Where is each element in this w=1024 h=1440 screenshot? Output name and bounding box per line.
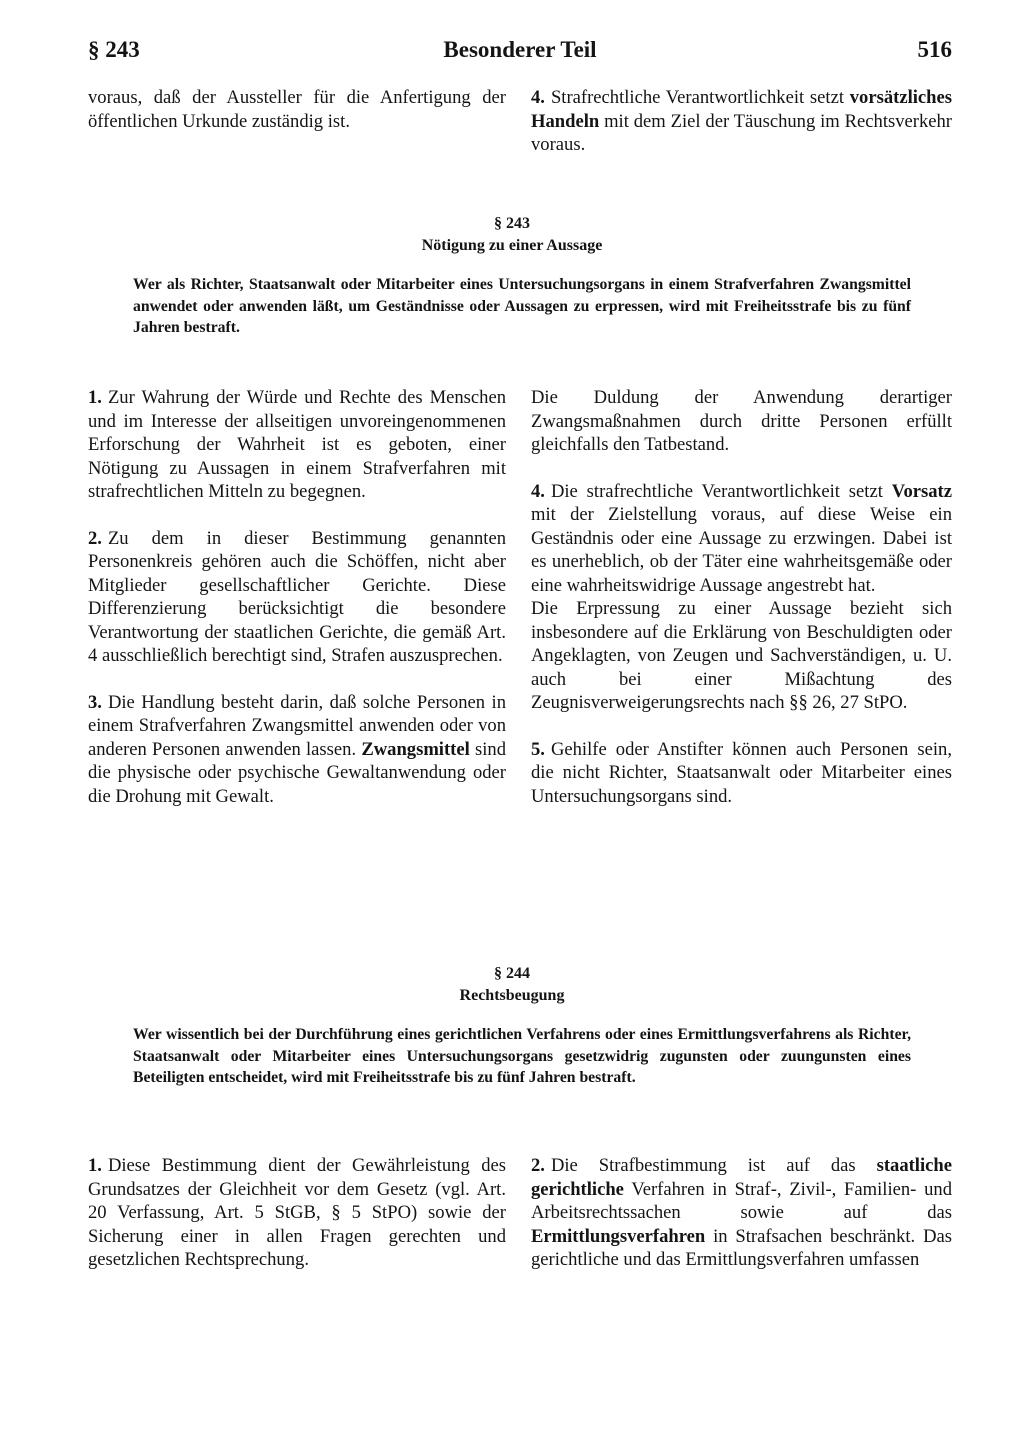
header-section-number: § 243 — [88, 37, 140, 62]
continuation-paragraph: voraus, daß der Aussteller für die Anfertigung der öffentlichen Urkunde zuständig ist. — [88, 87, 506, 132]
note-4-previous-section: 4. Strafrechtliche Verantwortlichkeit setzt vorsätzliches Handeln mit dem Ziel der Täuschung im Rechtsverkehr voraus. — [531, 87, 952, 155]
commentary-note-3-continued: Die Duldung der Anwendung derartiger Zwangsmaßnahmen durch dritte Personen erfüllt gleichfalls den Tatbestand. — [531, 387, 952, 455]
commentary-note-1: 1. Diese Bestimmung dient der Gewährleistung des Grundsatzes der Gleichheit vor dem Gesetz (vgl. Art. 20 Verfassung, Art. 5 StGB, § 5 StPO) sowie der Sicherung einer in allen Fragen gerechten und gesetzlichen Rechtsprechung. — [88, 1155, 506, 1270]
section-244-statute: Wer wissentlich bei der Durchführung eines gerichtlichen Verfahrens oder eines Ermittlungsverfahrens als Richter, Staatsanwalt oder Mitarbeiter eines Untersuchungsorgans gesetzwidrig zugunsten oder zuungunsten eines Beteiligten entscheidet, wird mit Freiheitsstrafe bis zu fünf Jahren bestraft. — [133, 1026, 911, 1086]
section-244-left-column — [88, 1154, 506, 1272]
header-title: Besonderer Teil — [443, 37, 597, 62]
section-244-right-column — [531, 1154, 952, 1272]
section-number: § 243 — [494, 215, 530, 232]
bold-term: Ermittlungsverfahren — [531, 1225, 706, 1247]
section-title: Rechtsbeugung — [459, 987, 565, 1004]
commentary-note-2: 2. Die Strafbestimmung ist auf das staatliche gerichtliche Verfahren in Straf-, Zivil-, Familien- und Arbeitsrechtssachen sowie auf das Ermittlungsverfahren in Strafsachen beschränkt. Das gerichtliche und das Ermittlungsverfahren umfassen — [531, 1155, 952, 1270]
bold-term: staatliche gerichtliche — [531, 1155, 952, 1200]
section-243-right-column — [531, 386, 952, 808]
bold-term: vorsätzliches Handeln — [531, 87, 952, 132]
section-title: Nötigung zu einer Aussage — [421, 237, 603, 254]
bold-term: Vorsatz — [891, 480, 952, 502]
section-243-heading — [0, 213, 1024, 257]
section-244-heading — [0, 963, 1024, 1007]
section-243-statute: Wer als Richter, Staatsanwalt oder Mitarbeiter eines Untersuchungsorgans in einem Strafverfahren Zwangsmittel anwendet oder anwenden läßt, um Geständnisse oder Aussagen zu erpressen, wird mit Freiheitsstrafe bis zu fünf Jahren bestraft. — [133, 276, 911, 336]
commentary-note-1: 1. Zur Wahrung der Würde und Rechte des Menschen und im Interesse der allseitigen unvoreingenommenen Erforschung der Wahrheit ist es geboten, einer Nötigung zu Aussagen in einem Strafverfahren mit strafrechtlichen Mitteln zu begegnen. — [88, 387, 506, 502]
commentary-note-4: 4. Die strafrechtliche Verantwortlichkeit setzt Vorsatz mit der Zielstellung voraus, auf diese Weise ein Geständnis oder eine Aussage zu erzwingen. Dabei ist es unerheblich, ob der Täter eine wahrheitsgemäße oder eine wahrheitswidrige Aussage angestrebt hat. — [531, 480, 952, 596]
top-right-column — [531, 86, 952, 157]
section-243-left-column — [88, 386, 506, 808]
running-header — [88, 34, 952, 66]
bold-term: Zwangsmittel — [361, 738, 470, 760]
commentary-note-3: 3. Die Handlung besteht darin, daß solche Personen in einem Strafverfahren Zwangsmittel anwenden oder von anderen Personen anwenden lassen. Zwangsmittel sind die physische oder psychische Gewaltanwendung oder die Drohung mit Gewalt. — [88, 691, 506, 807]
commentary-note-2: 2. Zu dem in dieser Bestimmung genannten Personenkreis gehören auch die Schöffen, nicht aber Mitglieder gesellschaftlicher Gerichte. Diese Differenzierung berücksichtigt die besondere Verantwortung der staatlichen Gerichte, die gemäß Art. 4 ausschließlich berechtigt sind, Strafen auszusprechen. — [88, 527, 506, 666]
page-number: 516 — [917, 37, 952, 62]
section-number: § 244 — [494, 965, 530, 982]
commentary-note-5: 5. Gehilfe oder Anstifter können auch Personen sein, die nicht Richter, Staatsanwalt oder Mitarbeiter eines Untersuchungsorgans sind. — [531, 738, 952, 807]
commentary-note-4-paragraph-2: Die Erpressung zu einer Aussage bezieht sich insbesondere auf die Erklärung von Beschuldigten oder Angeklagten, von Zeugen und Sachverständigen, u. U. auch bei einer Mißachtung des Zeugnisverweigerungsrechts nach §§ 26, 27 StPO. — [531, 598, 952, 713]
note-number: 4. — [531, 87, 545, 108]
top-left-column — [88, 86, 506, 133]
